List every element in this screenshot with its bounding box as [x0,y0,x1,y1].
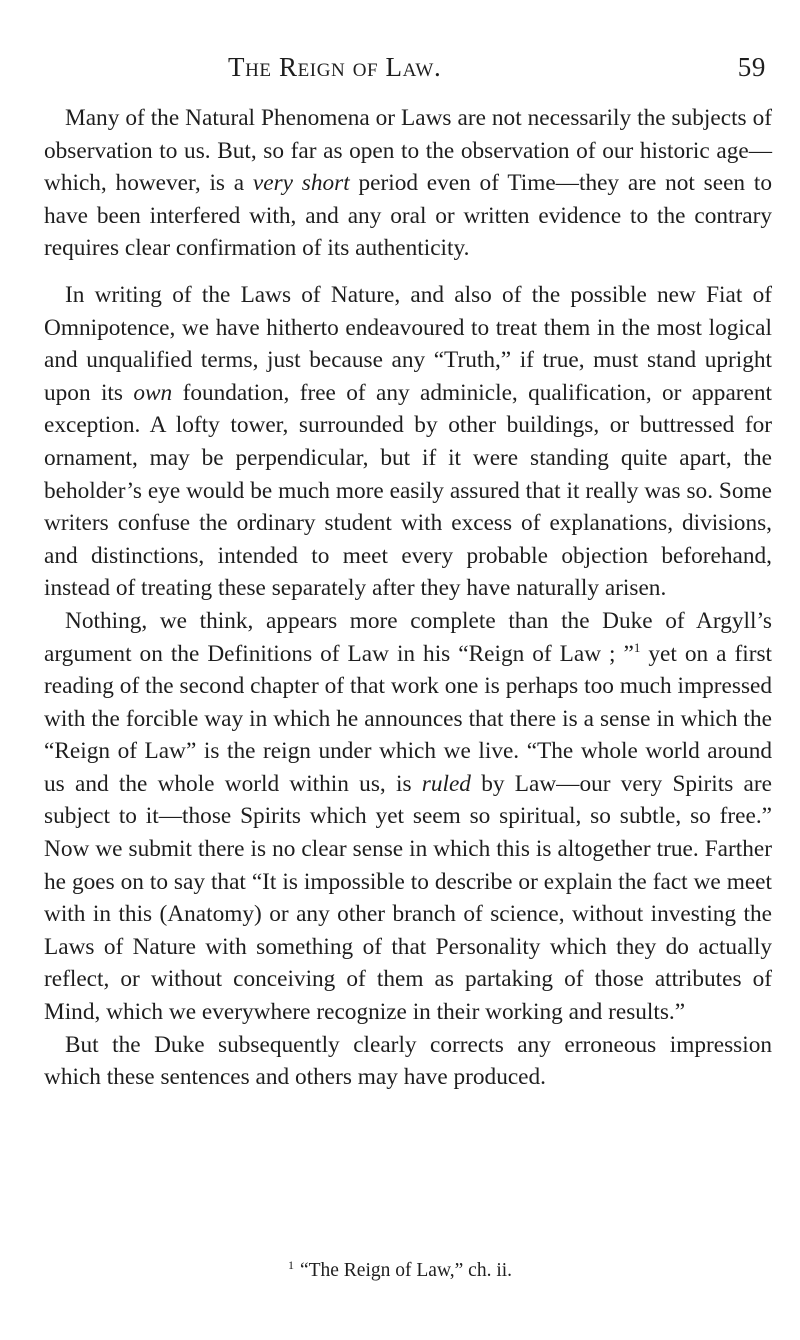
paragraph-2-text-b: foundation, free of any adminicle, qualification, or apparent exception. A lofty tower, surrounded by other buildings, or buttressed for ornament, may be perpendicular, but if it were standing quite apart, the beholder’s eye would be much more easily assured that it really was so. Some writers confuse the ordinary student with excess of explanations, divisions, and distinctions, intended to meet every probable objection beforehand, instead of treating these separately after they have naturally arisen. [44,379,773,602]
footnote-text: “The Reign of Law,” ch. ii. [299,1260,513,1281]
paragraph-4 [44,1029,772,1094]
footnote [0,1257,800,1282]
paragraph-3-text-c: by Law—our very Spirits are subject to it—those Spirits which yet seem so spiritual, so subtle, so free.” Now we submit there is no clear sense in which this is altogether true. Farther he goes on to say that “It is impossible to describe or explain the fact we meet with in this (Anatomy) or any other branch of science, without investing the Laws of Nature with something of that Personality which they do actually reflect, or without conceiving of them as partaking of those attributes of Mind, which we everywhere recognize in their working and results.” [44,770,772,1026]
paragraph-3 [44,605,772,1029]
paragraph-1-italic: very short [252,170,350,197]
paragraph-4-text-a: But the Duke subsequently clearly corrects any erroneous impression which these sentences and others may have produced. [44,1031,772,1091]
page-number: 59 [737,52,766,82]
footnote-reference: 1 [633,639,641,655]
paragraph-2-text-a: In writing of the Laws of Nature, and also of the possible new Fiat of Omnipotence, we have hitherto endeavoured to treat them in the most logical and unqualified terms, just because any “Truth,” if true, must stand upright upon its [44,281,772,406]
paragraph-2 [44,279,772,605]
paragraph-1-text-b: period even of Time—they are not seen to have been interfered with, and any oral or written evidence to the contrary requires clear confirmation of its authenticity. [44,170,772,262]
paragraph-3-text-a: Nothing, we think, appears more complete than the Duke of Argyll’s argument on the Definitions of Law in his “Reign of Law ; ” [44,607,772,667]
paragraph-2-italic: own [133,379,173,406]
body-text [44,102,772,1094]
footnote-marker: 1 [287,1257,294,1272]
running-head-title: The Reign of Law. [228,52,442,82]
running-head [228,52,766,92]
paragraph-1 [44,102,772,265]
paragraph-3-text-b: yet on a first reading of the second chapter of that work one is perhaps too much impressed with the forcible way in which he announces that there is a sense in which the “Reign of Law” is the reign under which we live. “The whole world around us and the whole world within us, is [44,640,772,797]
paragraph-1-text-a: Many of the Natural Phenomena or Laws are not necessarily the subjects of observation to us. But, so far as open to the observation of our historic age—which, however, is a [44,105,772,197]
paragraph-3-italic: ruled [421,770,471,797]
